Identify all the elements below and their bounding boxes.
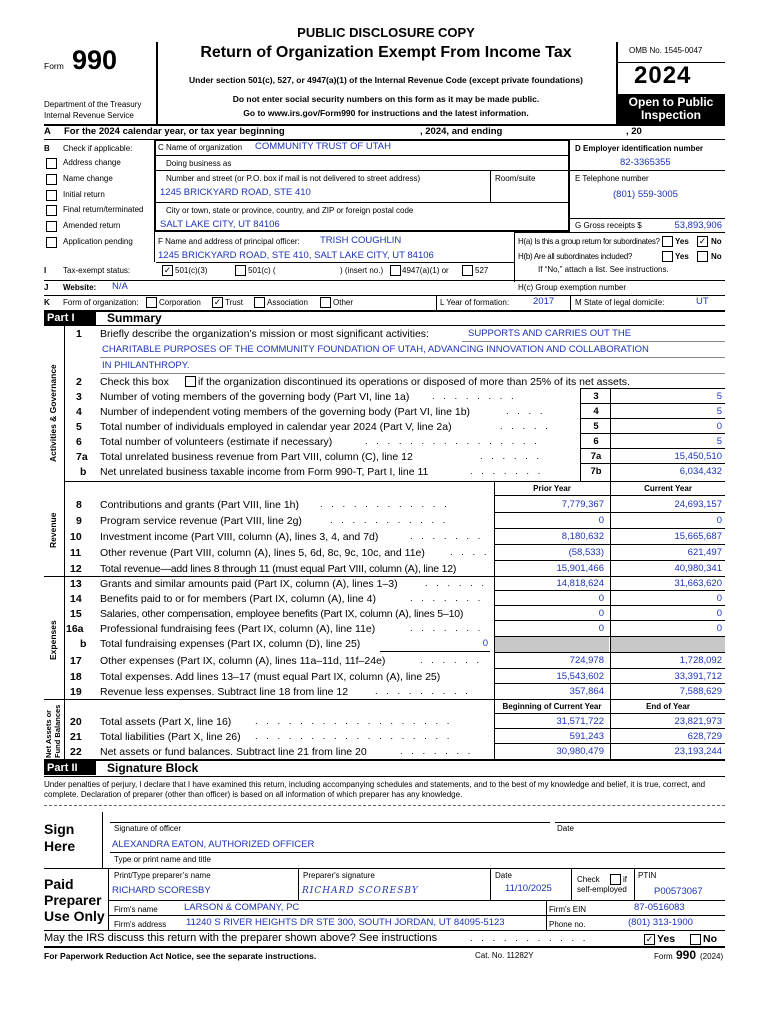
domicile-label: M State of legal domicile: (575, 298, 665, 307)
line-16b-num: b (80, 638, 87, 650)
line-12-prior[interactable]: 15,901,466 (556, 563, 604, 574)
firm-address-label: Firm's address (114, 920, 167, 929)
line-10-num: 10 (70, 531, 82, 543)
part-i-title: Summary (107, 311, 162, 325)
line-21-prior[interactable]: 591,243 (569, 731, 604, 742)
phone-label: E Telephone number (575, 174, 649, 183)
line-14-text: Benefits paid to or for members (Part IX, column (A), line 4) (100, 593, 377, 605)
preparer-sig-label: Preparer's signature (303, 871, 375, 880)
city-value[interactable]: SALT LAKE CITY, UT 84106 (160, 219, 280, 230)
principal-officer-address[interactable]: 1245 BRICKYARD ROAD, STE 410, SALT LAKE CITY, UT 84106 (158, 250, 434, 261)
line-21-current[interactable]: 628,729 (687, 731, 722, 742)
line-16b-value[interactable]: 0 (482, 638, 488, 649)
line-7b-num: b (80, 466, 87, 478)
preparer-phone[interactable]: (801) 313-1900 (628, 917, 693, 928)
line-17-text: Other expenses (Part IX, column (A), lines 11a–11d, 11f–24e) (100, 655, 386, 667)
line-15-text: Salaries, other compensation, employee benefits (Part IX, column (A), lines 5–10) (100, 608, 464, 620)
527-label: 527 (475, 266, 489, 275)
side-net-label-1: Net Assets or (44, 709, 53, 758)
line-5-num: 5 (76, 421, 82, 433)
officer-signature-label: Signature of officer (114, 824, 182, 833)
insert-no-label: ) (insert no.) (340, 266, 384, 275)
line-5-text: Total number of individuals employed in calendar year 2024 (Part V, line 2a) (100, 421, 452, 433)
line-8-num: 8 (76, 499, 82, 511)
if-label: if (623, 875, 627, 884)
perjury-statement: Under penalties of perjury, I declare that I have examined this return, including accompanying schedules and statements, and to the best of my knowledge and belief, it is true, correct, and complete. Declaration of preparer (other than officer) is based on all information of which preparer has any knowledge. (44, 780, 706, 799)
501c-label: 501(c) ( (248, 266, 276, 275)
association-label: Association (267, 298, 308, 307)
line-22-prior[interactable]: 30,980,479 (556, 746, 604, 757)
other-checkbox[interactable] (320, 297, 331, 308)
line-10-prior[interactable]: 8,180,632 (561, 531, 604, 542)
501c-checkbox[interactable] (235, 265, 246, 276)
line-8-prior[interactable]: 7,779,367 (561, 499, 604, 510)
line-a-text: For the 2024 calendar year, or tax year beginning (64, 126, 285, 137)
preparer-date-label: Date (495, 871, 512, 880)
line-12-num: 12 (70, 563, 82, 575)
initial-return-label: Initial return (63, 190, 105, 199)
form-word: Form (44, 61, 64, 71)
line-4-value[interactable]: 5 (716, 406, 722, 417)
line-20-num: 20 (70, 716, 82, 728)
year-formation-label: L Year of formation: (440, 298, 510, 307)
principal-officer-label: F Name and address of principal officer: (158, 237, 300, 246)
mission-line-1[interactable]: SUPPORTS AND CARRIES OUT THE (468, 328, 632, 339)
line-15-prior[interactable]: 0 (598, 608, 604, 619)
line-12-text: Total revenue—add lines 8 through 11 (must equal Part VIII, column (A), line 12) (100, 563, 457, 575)
line-2-text-a: Check this box (100, 376, 169, 388)
line-14-num: 14 (70, 593, 82, 605)
current-year-header: Current Year (644, 484, 692, 493)
line-8-text: Contributions and grants (Part VIII, line 1h) (100, 499, 300, 511)
firm-address[interactable]: 11240 S RIVER HEIGHTS DR STE 300, SOUTH JORDAN, UT 84095-5123 (186, 917, 505, 928)
preparer-word: Preparer (44, 892, 102, 908)
line-22-text: Net assets or fund balances. Subtract line 21 from line 20 (100, 746, 367, 758)
line-11-prior[interactable]: (58,533) (568, 547, 604, 558)
line-20-text: Total assets (Part X, line 16) (100, 716, 232, 728)
open-public: Open to Public (628, 95, 714, 109)
part-ii-title: Signature Block (107, 761, 199, 775)
corporation-checkbox[interactable] (146, 297, 157, 308)
line-16a-current[interactable]: 0 (716, 623, 722, 634)
footer-form-number: 990 (676, 948, 697, 962)
line-19-current[interactable]: 7,588,629 (679, 686, 722, 697)
address-change-label: Address change (63, 158, 121, 167)
side-revenue-label: Revenue (48, 512, 58, 548)
preparer-ptin[interactable]: P00573067 (654, 886, 703, 897)
hb-yes-checkbox[interactable] (662, 251, 673, 262)
form-number: 990 (72, 45, 118, 75)
line-2-text-b: if the organization discontinued its operations or disposed of more than 25% of its net assets. (198, 376, 630, 388)
4947-label: 4947(a)(1) or (402, 266, 449, 275)
org-name-label: C Name of organization (158, 143, 243, 152)
ein-label: D Employer identification number (575, 144, 704, 153)
shaded-cell-current (611, 636, 725, 652)
line-19-text: Revenue less expenses. Subtract line 18 from line 12 (100, 686, 349, 698)
hb-label: H(b) Are all subordinates included? (518, 252, 633, 261)
discuss-text: May the IRS discuss this return with the preparer shown above? See instructions (44, 932, 438, 944)
eoy-header: End of Year (646, 702, 690, 711)
line-a-end: , 20 (626, 126, 642, 137)
line-13-prior[interactable]: 14,818,624 (556, 578, 604, 589)
527-checkbox[interactable] (462, 265, 473, 276)
tax-year: 2024 (634, 62, 692, 89)
line-11-text: Other revenue (Part VIII, column (A), lines 5, 6d, 8c, 9c, 10c, and 11e) (100, 547, 425, 559)
gross-receipts-value[interactable]: 53,893,906 (674, 220, 722, 231)
line-5-box: 5 (593, 421, 599, 432)
side-gov-label: Activities & Governance (48, 364, 58, 462)
line-7a-box: 7a (590, 451, 602, 462)
hb-no-checkbox[interactable] (697, 251, 708, 262)
phone-value[interactable]: (801) 559-3005 (613, 189, 678, 200)
officer-name-title[interactable]: ALEXANDRA EATON, AUTHORIZED OFFICER (112, 839, 315, 850)
line-13-current[interactable]: 31,663,620 (674, 578, 722, 589)
line-14-prior[interactable]: 0 (598, 593, 604, 604)
initial-return-checkbox[interactable] (46, 190, 57, 201)
section-j-label: J (44, 283, 49, 292)
corporation-label: Corporation (159, 298, 201, 307)
amended-return-label: Amended return (63, 221, 121, 230)
firm-name-label: Firm's name (114, 905, 158, 914)
line-7a-value[interactable]: 15,450,510 (674, 451, 722, 462)
use-only-word: Use Only (44, 908, 105, 924)
line-11-current[interactable]: 621,497 (687, 547, 722, 558)
type-print-label: Type or print name and title (114, 855, 211, 864)
line-18-text: Total expenses. Add lines 13–17 (must equal Part IX, column (A), line 25) (100, 671, 441, 683)
line-17-num: 17 (70, 655, 82, 667)
footer-form-word: Form (654, 952, 673, 961)
line-16a-prior[interactable]: 0 (598, 623, 604, 634)
ha-yes-label: Yes (675, 237, 689, 246)
hb-note: If “No,” attach a list. See instructions. (538, 265, 669, 274)
discuss-no-checkbox[interactable] (690, 934, 701, 945)
here-word: Here (44, 838, 76, 854)
website-value[interactable]: N/A (112, 281, 128, 292)
line-6-num: 6 (76, 436, 82, 448)
self-employed-checkbox[interactable] (610, 874, 621, 885)
side-net-label-2: Fund Balances (53, 704, 62, 758)
year-formation-value[interactable]: 2017 (533, 296, 555, 307)
final-return-label: Final return/terminated (63, 205, 144, 214)
ein-value[interactable]: 82-3365355 (620, 157, 671, 168)
line-13-num: 13 (70, 578, 82, 590)
inspection: Inspection (640, 108, 701, 122)
line-5-value[interactable]: 0 (716, 421, 722, 432)
tax-exempt-label: Tax-exempt status: (63, 266, 131, 275)
line-3-num: 3 (76, 391, 82, 403)
line-10-text: Investment income (Part VIII, column (A), lines 3, 4, and 7d) (100, 531, 379, 543)
ha-no-checkbox[interactable]: ✓ (698, 236, 707, 246)
line-9-current[interactable]: 0 (716, 515, 722, 526)
preparer-signature[interactable]: RICHARD SCORESBY (302, 886, 419, 896)
officer-date-label: Date (557, 824, 574, 833)
ptin-label: PTIN (638, 871, 657, 880)
section-i-label: I (44, 266, 47, 275)
line-18-num: 18 (70, 671, 82, 683)
final-return-checkbox[interactable] (46, 205, 57, 216)
check-label: Check (577, 875, 600, 884)
line-19-num: 19 (70, 686, 82, 698)
preparer-date[interactable]: 11/10/2025 (505, 883, 552, 894)
goto-note: Go to www.irs.gov/Form990 for instructions and the latest information. (243, 108, 529, 118)
name-change-label: Name change (63, 174, 113, 183)
line-3-value[interactable]: 5 (716, 391, 722, 402)
public-disclosure: PUBLIC DISCLOSURE COPY (297, 25, 475, 40)
application-pending-checkbox[interactable] (46, 237, 57, 248)
section-k-label: K (44, 298, 50, 307)
mission-line-2[interactable]: CHARITABLE PURPOSES OF THE COMMUNITY FOUNDATION OF UTAH, ADVANCING INNOVATION AND COLLABORATION (102, 344, 649, 355)
line-19-prior[interactable]: 357,864 (569, 686, 604, 697)
line-3-box: 3 (593, 391, 599, 402)
hb-yes-label: Yes (675, 252, 689, 261)
phone-no-label: Phone no. (549, 920, 586, 929)
line-6-box: 6 (593, 436, 599, 447)
trust-label: Trust (225, 298, 243, 307)
discuss-yes-checkbox[interactable]: ✓ (645, 934, 654, 944)
line-1-text: Briefly describe the organization’s mission or most significant activities: (100, 328, 429, 340)
website-label: Website: (63, 283, 97, 292)
line-21-num: 21 (70, 731, 82, 743)
association-checkbox[interactable] (254, 297, 265, 308)
part-ii-label: Part II (44, 761, 96, 775)
line-4-text: Number of independent voting members of the governing body (Part VI, line 1b) (100, 406, 471, 418)
line-15-current[interactable]: 0 (716, 608, 722, 619)
line-20-current[interactable]: 23,821,973 (674, 716, 722, 727)
paid-word: Paid (44, 876, 74, 892)
hc-label: H(c) Group exemption number (518, 283, 627, 292)
line-22-num: 22 (70, 746, 82, 758)
line-1-num: 1 (76, 328, 82, 340)
preparer-name-label: Print/Type preparer’s name (114, 871, 211, 880)
side-expenses-label: Expenses (48, 620, 58, 660)
line-3-text: Number of voting members of the governing body (Part VI, line 1a) (100, 391, 410, 403)
form-title: Return of Organization Exempt From Income Tax (200, 44, 572, 61)
section-b-title: Check if applicable: (63, 144, 133, 153)
street-value[interactable]: 1245 BRICKYARD ROAD, STE 410 (160, 187, 311, 198)
self-employed-label: self-employed (577, 885, 627, 894)
open-inspection-box (617, 94, 725, 124)
line-22-current[interactable]: 23,193,244 (674, 746, 722, 757)
line-a-label: A (44, 126, 51, 137)
line-17-current[interactable]: 1,728,092 (679, 655, 722, 666)
line-8-current[interactable]: 24,693,157 (674, 499, 722, 510)
name-change-checkbox[interactable] (46, 174, 57, 185)
room-suite-label: Room/suite (495, 174, 536, 183)
mission-line-3[interactable]: IN PHILANTHROPY. (102, 360, 190, 371)
discuss-no-label: No (703, 933, 717, 945)
line-7b-text: Net unrelated business taxable income from Form 990-T, Part I, line 11 (100, 466, 429, 478)
section-b-label: B (44, 144, 50, 153)
line-15-num: 15 (70, 608, 82, 620)
line-16a-num: 16a (66, 623, 84, 635)
firm-ein-label: Firm's EIN (549, 905, 587, 914)
prior-year-header: Prior Year (533, 484, 571, 493)
line-17-prior[interactable]: 724,978 (569, 655, 604, 666)
sign-word: Sign (44, 821, 75, 837)
footer-year: (2024) (700, 952, 724, 961)
address-change-checkbox[interactable] (46, 158, 57, 169)
domicile-value[interactable]: UT (696, 296, 709, 307)
line-18-current[interactable]: 33,391,712 (674, 671, 722, 682)
dba-label: Doing business as (166, 159, 232, 168)
line-4-num: 4 (76, 406, 82, 418)
4947-checkbox[interactable] (390, 265, 401, 276)
line-9-prior[interactable]: 0 (598, 515, 604, 526)
line-20-prior[interactable]: 31,571,722 (556, 716, 604, 727)
ha-label: H(a) Is this a group return for subordinates? (518, 237, 660, 246)
firm-ein[interactable]: 87-0516083 (634, 902, 685, 913)
org-name-value[interactable]: COMMUNITY TRUST OF UTAH (255, 141, 391, 152)
hb-no-label: No (711, 252, 722, 261)
line-7b-value[interactable]: 6,034,432 (679, 466, 722, 477)
application-pending-label: Application pending (63, 237, 133, 246)
line-10-current[interactable]: 15,665,687 (674, 531, 722, 542)
shaded-cell-prior (495, 636, 609, 652)
line-18-prior[interactable]: 15,543,602 (556, 671, 604, 682)
street-label: Number and street (or P.O. box if mail is not delivered to street address) (166, 174, 421, 183)
city-label: City or town, state or province, country, and ZIP or foreign postal code (166, 206, 414, 215)
footer-paperwork: For Paperwork Reduction Act Notice, see the separate instructions. (44, 951, 317, 961)
form-of-org-label: Form of organization: (63, 298, 139, 307)
discuss-yes-label: Yes (657, 933, 676, 945)
line-9-text: Program service revenue (Part VIII, line 2g) (100, 515, 302, 527)
boy-header: Beginning of Current Year (502, 702, 602, 711)
ha-no-label: No (711, 237, 722, 246)
501c3-label: 501(c)(3) (175, 266, 208, 275)
footer-cat-no: Cat. No. 11282Y (475, 951, 534, 960)
part-i-label: Part I (44, 311, 96, 325)
line-7a-num: 7a (76, 451, 88, 463)
other-label: Other (333, 298, 354, 307)
line-a-mid: , 2024, and ending (420, 126, 503, 137)
line-21-text: Total liabilities (Part X, line 26) (100, 731, 241, 743)
line-4-box: 4 (593, 406, 599, 417)
line-16b-text: Total fundraising expenses (Part IX, column (D), line 25) (100, 638, 361, 650)
line-7b-box: 7b (590, 466, 602, 477)
trust-checkbox[interactable]: ✓ (213, 297, 222, 307)
line-16a-text: Professional fundraising fees (Part IX, column (A), line 11e) (100, 623, 376, 635)
line-12-current[interactable]: 40,980,341 (674, 563, 722, 574)
amended-return-checkbox[interactable] (46, 221, 57, 232)
omb-number: OMB No. 1545-0047 (629, 46, 703, 55)
line-9-num: 9 (76, 515, 82, 527)
ha-yes-checkbox[interactable] (662, 236, 673, 247)
line-11-num: 11 (70, 547, 82, 559)
gross-receipts-label: G Gross receipts $ (575, 221, 642, 230)
501c3-checkbox[interactable]: ✓ (163, 265, 172, 275)
line-14-current[interactable]: 0 (716, 593, 722, 604)
line-2-checkbox[interactable] (185, 376, 196, 387)
line-13-text: Grants and similar amounts paid (Part IX, column (A), lines 1–3) (100, 578, 398, 590)
under-section: Under section 501(c), 527, or 4947(a)(1) of the Internal Revenue Code (except private foundations) (189, 75, 583, 85)
dept-irs: Internal Revenue Service (44, 111, 134, 120)
dept-treasury: Department of the Treasury (44, 100, 142, 109)
no-ssn-note: Do not enter social security numbers on this form as it may be made public. (232, 94, 540, 104)
principal-officer-name[interactable]: TRISH COUGHLIN (320, 235, 402, 246)
line-7a-text: Total unrelated business revenue from Part VIII, column (C), line 12 (100, 451, 413, 463)
line-6-value[interactable]: 5 (716, 436, 722, 447)
preparer-name[interactable]: RICHARD SCORESBY (112, 885, 211, 896)
line-2-num: 2 (76, 376, 82, 388)
firm-name[interactable]: LARSON & COMPANY, PC (184, 902, 300, 913)
line-6-text: Total number of volunteers (estimate if necessary) (100, 436, 333, 448)
